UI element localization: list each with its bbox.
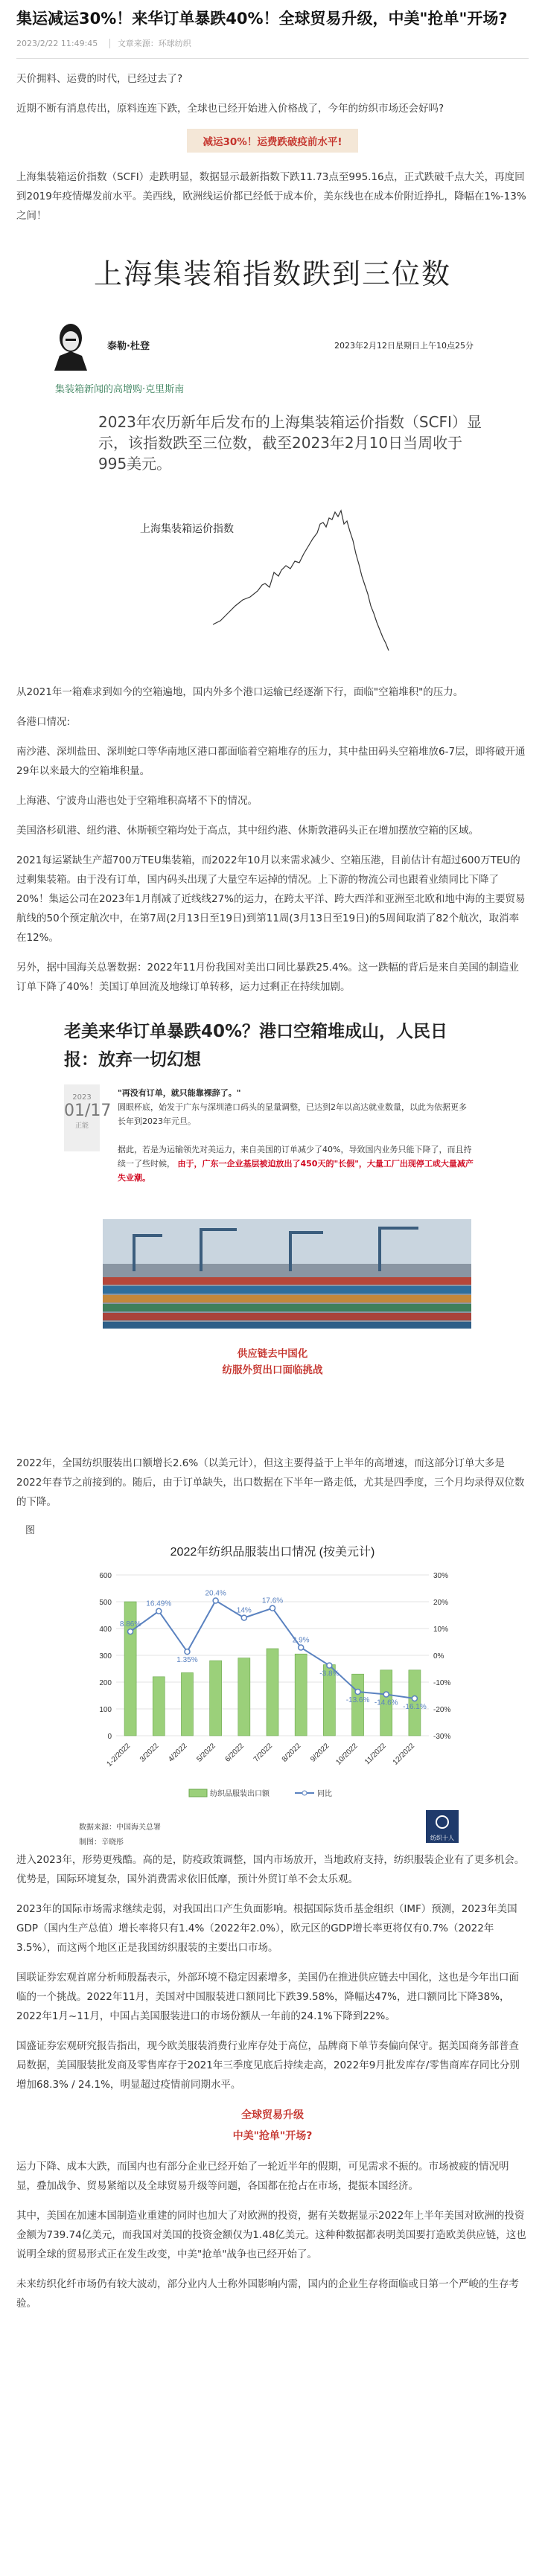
para-10: 进入2023年，形势更残酷。高的是，防疫政策调整，国内市场放开，当地政府支持，纺织服装企业有了更多机会。优势是，国际环境复杂，国外消费需求依旧低靡，预计外贸订单不会太乐观。 <box>16 1854 525 1885</box>
y-right-tick: -20% <box>433 1706 451 1714</box>
yoy-point <box>213 1598 218 1603</box>
port-image-quote <box>118 1086 474 1185</box>
y-right-tick: 10% <box>433 1626 449 1634</box>
intro-1: 天价拥料、运费的时代，已经过去了? <box>16 73 183 85</box>
x-tick-label: 7/2022 <box>252 1742 275 1764</box>
legend-line-label: 同比 <box>317 1790 332 1798</box>
para-7: 2021每运紧缺生产超700万TEU集装箱，而2022年10月以来需求减少、空箱压港，目前估计有超过600万TEU的过剩集装箱。由于没有订单，国内码头出现了大量空车运掉的情况。上下游的物流公司也跟着业绩同比下降了20%！集运公司在2023年1月削减了近线线27%的运力，在跨太平洋、跨大西洋和亚洲至北欧和地中海的主要贸易航线的50个预定航次中，在第7周(2月13日至19日)到第11周(3月13日至19日)的5周间取消了82个航次，取消率在12%。 <box>16 854 526 944</box>
yoy-point-label: -13.6% <box>345 1696 370 1704</box>
yoy-point-label: -16.1% <box>403 1702 427 1711</box>
yoy-point <box>185 1649 190 1655</box>
yoy-point-label: 16.49% <box>146 1599 172 1608</box>
yoy-point <box>383 1692 389 1697</box>
yoy-point <box>156 1608 162 1614</box>
para-13: 国盛证券宏观研究报告指出，现今欧美服装消费行业库存处于高位，品牌商下单节奏偏向保守。据美国商务部普查局数据，美国服装批发商及零售库存于2021年三季度见底后持续走高，2022年9月批发库存/零售商库存同比分别增加68.3% / 24.1%，明显超过疫情前同期水平。 <box>16 2040 520 2091</box>
brand-logo-text: 纺织十人 <box>430 1835 454 1841</box>
legend-line-marker <box>302 1791 307 1795</box>
yoy-point <box>355 1689 360 1694</box>
scfi-image-title: 上海集装箱指数跌到三位数 <box>93 258 451 290</box>
x-tick-label: 9/2022 <box>309 1742 331 1764</box>
author-row <box>42 319 503 378</box>
x-tick-label: 5/2022 <box>195 1742 217 1764</box>
bar <box>267 1649 278 1736</box>
yoy-point-label: 1.35% <box>176 1656 198 1665</box>
y-left-tick: 0 <box>107 1733 112 1741</box>
port-image-datebox <box>64 1084 112 1151</box>
port-image-headline: 老美来华订单暴跌40%？港口空箱堆成山，人民日报：放弃一切幻想 <box>64 1022 448 1070</box>
x-tick-label: 1-2/2022 <box>105 1742 133 1769</box>
yoy-point <box>241 1615 246 1620</box>
bar <box>181 1672 193 1736</box>
para-1: 上海集装箱运价指数（SCFI）走跌明显，数据显示最新指数下跌11.73点至995.16点，正式跌破千点大关，再度回到2019年疫情爆发前水平。美西线，欧洲线运价都已经低于成本价，美东线也在成本价附近挣扎，降幅在1%-13%之间！ <box>16 171 526 222</box>
port-caption-2: 纺服外贸出口面临挑战 <box>222 1364 323 1376</box>
x-tick-label: 6/2022 <box>223 1742 246 1764</box>
datebox-monthday: 01/17 <box>64 1102 112 1120</box>
quote-3: 据此，若是为运输领先对美运力，来自美国的订单减少了40%，导致国内业务只能下降了，而且持续一了些时候， <box>118 1145 472 1169</box>
y-left-tick: 400 <box>99 1626 112 1634</box>
title-divider <box>16 58 529 59</box>
para-4: 南沙港、深圳盐田、深圳蛇口等华南地区港口都面临着空箱堆存的压力，其中盐田码头空箱堆放6-7层，即将破开通29年以来最大的空箱堆积量。 <box>16 746 526 777</box>
article-source[interactable]: 文章来源：环球纺织 <box>109 39 191 48</box>
yoy-point <box>299 1645 304 1650</box>
y-left-tick: 600 <box>99 1572 112 1580</box>
port-photo <box>103 1219 471 1329</box>
scfi-chart-label: 上海集装箱运价指数 <box>140 523 234 535</box>
chart-source <box>79 1804 466 1850</box>
y-left-tick: 300 <box>99 1652 112 1661</box>
x-tick-label: 12/2022 <box>391 1742 417 1767</box>
x-tick-label: 10/2022 <box>334 1742 360 1767</box>
yoy-point-label: 20.4% <box>205 1589 226 1598</box>
yoy-point <box>128 1629 133 1634</box>
scfi-line <box>109 502 481 673</box>
image1-subtitle: 集装箱新闻的高增购·克里斯南 <box>55 384 185 395</box>
bar <box>238 1658 250 1736</box>
article-title: 集运减运30%！来华订单暴跌40%！全球贸易升级，中美"抢单"开场? <box>16 10 508 28</box>
para-14: 运力下降、成本大跌，而国内也有部分企业已经开始了一轮近半年的假期，可见需求不振的。市场被疲的情况明显，叠加战争、贸易紧缩以及全球贸易升级等问题，各国都在抢占在市场，提振本国经济。 <box>16 2161 509 2192</box>
para-2: 从2021年一箱难求到如今的空箱遍地，国内外多个港口运输已经逐渐下行，面临"空箱堆积"的压力。 <box>16 686 464 698</box>
port-image <box>64 1007 481 1454</box>
datebox-year: 2023 <box>72 1093 92 1102</box>
para-6: 美国洛杉矶港、纽约港、休斯顿空箱均处于高点，其中纽约港、休斯敦港码头正在增加摆放空箱的区域。 <box>16 825 479 837</box>
legend-bar-swatch <box>189 1789 207 1797</box>
bar <box>210 1661 222 1736</box>
para-12: 国联证券宏观首席分析师殷磊表示，外部环境不稳定因素增多，美国仍在推进供应链去中国化，这也是今年出口面临的一个挑战。2022年11月，美国对中国服装进口额同比下跌39.58%，降幅达47%，进口额同比下降38%，2022年1月~11月，中国占美国服装进口的市场份额从一年前的24.1%下降到22%。 <box>16 1972 519 2022</box>
port-caption-1: 供应链去中国化 <box>237 1348 308 1360</box>
author-name: 泰勒·杜登 <box>107 341 150 352</box>
yoy-point-label: 8.86% <box>119 1620 141 1629</box>
scfi-image <box>42 236 503 683</box>
y-left-tick: 200 <box>99 1679 112 1687</box>
quote-1: "再没有订单，就只能靠裸辞了。" <box>118 1088 241 1098</box>
y-left-tick: 100 <box>99 1706 112 1714</box>
brand-logo-icon <box>426 1810 459 1843</box>
yoy-point-label: 2.9% <box>292 1636 310 1645</box>
yoy-point-label: -3.8% <box>319 1669 340 1678</box>
para-15: 其中，美国在加速本国制造业重建的同时也加大了对欧洲的投资，据有关数据显示2022年上半年美国对欧洲的投资金额为739.74亿美元，而我国对美国的投资金额仅为1.48亿美元。这种种数据都表明美国要打造欧美供应链，这也说明全球的贸易形式正在发生改变，中美"抢单"战争也已经开始了。 <box>16 2210 526 2260</box>
x-tick-label: 3/2022 <box>138 1742 161 1764</box>
x-tick-label: 11/2022 <box>363 1742 388 1767</box>
author-avatar-icon <box>51 319 91 371</box>
bar <box>153 1677 165 1736</box>
para-16: 未来纺织化纤市场仍有较大波动，部分业内人士称外国影响内需，国内的企业生存将面临或日第一个严峻的生存考验。 <box>16 2278 519 2310</box>
highlight-1: 减运30%！运费跌破疫前水平! <box>187 129 358 153</box>
y-right-tick: 0% <box>433 1652 444 1661</box>
article-date: 2023/2/22 11:49:45 <box>16 39 98 48</box>
intro-2: 近期不断有消息传出，原料连连下跌，全球也已经开始进入价格战了，今年的纺织市场还会好吗? <box>16 103 444 115</box>
datebox-label: 正能 <box>74 1122 89 1130</box>
yoy-point <box>412 1696 417 1701</box>
chart-title: 2022年纺织品服装出口情况 (按美元计) <box>170 1546 375 1559</box>
export-chart-svg <box>79 1536 466 1804</box>
y-right-tick: 30% <box>433 1572 449 1580</box>
yoy-point-label: 14% <box>236 1606 252 1615</box>
x-tick-label: 8/2022 <box>280 1742 303 1764</box>
chart-maker-text: 制图：辛晓彤 <box>79 1838 124 1847</box>
legend-bar-label: 纺织品服装出口额 <box>210 1790 270 1798</box>
highlight-2 <box>16 2105 529 2147</box>
quote-4: 由于，广东一企业基层被迫放出了450天的"长假"，大量工厂出现停工或大量减产失业潮。 <box>118 1159 474 1183</box>
y-right-tick: -10% <box>433 1679 451 1687</box>
bar <box>352 1674 364 1736</box>
y-right-tick: 20% <box>433 1599 449 1607</box>
x-tick-label: 4/2022 <box>167 1742 189 1764</box>
image1-lead: 2023年农历新年后发布的上海集装箱运价指数（SCFI）显示，该指数跌至三位数，截至2023年2月10日当周收于995美元。 <box>98 413 482 473</box>
para-8: 另外，据中国海关总署数据：2022年11月份我国对美出口同比暴跌25.4%。这一跌幅的背后是来自美国的制造业订单下降了40%！美国订单回流及地缘订单转移，运力过剩正在持续加剧。 <box>16 962 519 993</box>
para-11: 2023年的国际市场需求继续走弱，对我国出口产生负面影响。根据国际货币基金组织（IMF）预测，2023年美国GDP（国内生产总值）增长率将只有1.4%（2022年2.0%），欧元区的GDP增长率更将仅有0.7%（2022年3.5%），而这两个地区正是我国纺织服装的主要出口市场。 <box>16 1903 517 1954</box>
chart-source-text: 数据来源：中国海关总署 <box>79 1824 161 1832</box>
highlight-2-text <box>233 2109 313 2142</box>
yoy-point-label: -14.6% <box>374 1698 398 1707</box>
article-meta <box>16 37 529 49</box>
quote-2: 圆眼杯底，始发于广东与深圳港口码头的显量调整，已达到2年以高达就业数量，以此为依据更多长年到2023年元旦。 <box>118 1102 467 1126</box>
highlight-2-line: 全球贸易升级 <box>241 2109 304 2121</box>
figure-label: 图 <box>25 1525 36 1536</box>
port-photo-art <box>103 1219 471 1329</box>
export-chart <box>79 1536 466 1804</box>
para-5: 上海港、宁波舟山港也处于空箱堆积高堵不下的情况。 <box>16 795 258 807</box>
y-right-tick: -30% <box>433 1733 451 1741</box>
yoy-point-label: 17.6% <box>261 1597 284 1605</box>
yoy-point <box>270 1605 275 1611</box>
image1-date: 2023年2月12日星期日上午10点25分 <box>334 341 474 351</box>
highlight-2-line: 中美"抢单"开场? <box>232 2130 313 2142</box>
para-9: 2022年，全国纺织服装出口额增长2.6%（以美元计），但这主要得益于上半年的高增速，而这部分订单大多是2022年春节之前接到的。随后，由于订单缺失，出口数据在下半年一路走低，尤其是四季度，三个月均录得双位数的下降。 <box>16 1457 525 1508</box>
bar <box>295 1654 307 1736</box>
yoy-point <box>327 1663 332 1668</box>
y-left-tick: 500 <box>99 1599 112 1607</box>
scfi-mini-chart <box>109 502 481 673</box>
para-3: 各港口情况: <box>16 716 71 728</box>
